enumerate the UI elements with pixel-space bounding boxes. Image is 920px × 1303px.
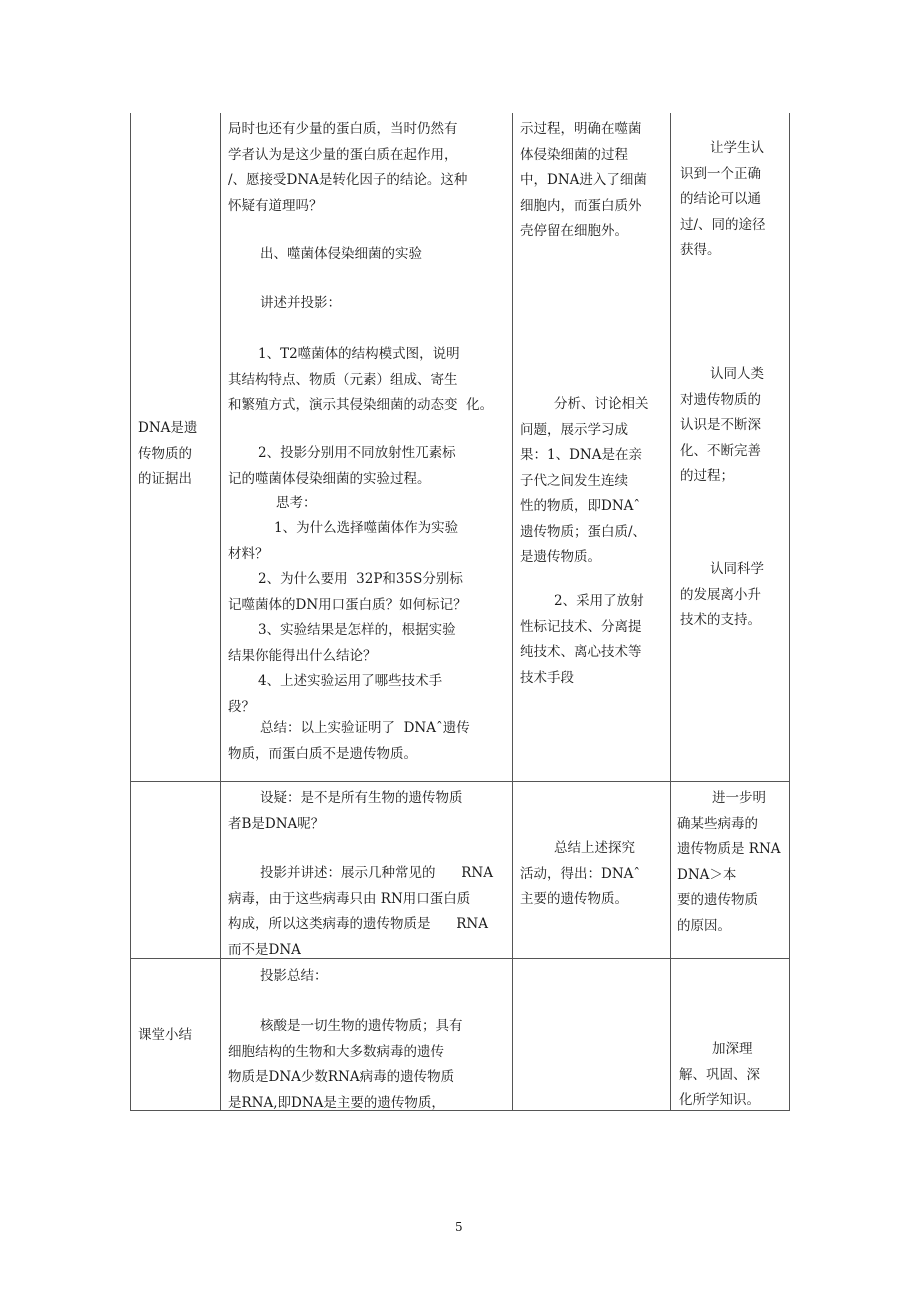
row3-teacher-label: 投影总结： — [260, 968, 328, 984]
row2-student: 总结上述探究 活动，得出：DNAˆ 主要的遗传物质。 — [520, 840, 641, 907]
row2-teacher-lecture: 投影并讲述：展示几种常见的 RNA 病毒，由于这些病毒只由 RN用口蛋白质 构成，所以这类病毒的遗传物质是 RNA 而不是DNA — [228, 865, 493, 958]
row1-intent-block2: 认同人类 对遗传物质的 认识是不断深 化、不断完善 的过程； — [680, 366, 764, 484]
table-divider-2 — [512, 113, 513, 1111]
table-divider-3 — [670, 113, 671, 1111]
row1-intent-block1: 让学生认 识到一个正确 的结论可以通 过/、同的途径 获得。 — [680, 140, 766, 258]
row2-intent: 进一步明 确某些病毒的 遗传物质是 RNA DNA＞本 要的遗传物质 的原因。 — [677, 790, 781, 934]
row1-section-label: DNA是遗 传物质的 的证据出 — [138, 420, 198, 487]
question-1: 1、为什么选择噬菌体作为实验 材料？ — [228, 520, 459, 562]
teacher-item-2: 2、投影分别用不同放射性兀素标 记的噬菌体侵染细菌的实验过程。 — [228, 445, 456, 487]
question-3: 3、实验结果是怎样的，根据实验 结果你能得出什么结论？ — [228, 622, 456, 664]
lecture-intro: 讲述并投影： — [260, 295, 341, 311]
row1-student-block3: 2、采用了放射 性标记技术、分离提 纯技术、离心技术等 技术手段 — [520, 593, 644, 686]
row3-section-label: 课堂小结 — [138, 1027, 192, 1043]
teacher-item-1: 1、T2噬菌体的结构模式图，说明 其结构特点、物质（元素）组成、寄生 和繁殖方式，演示其侵染细菌的动态变 化。 — [228, 346, 494, 413]
row1-student-block2: 分析、讨论相关 问题，展示学习成 果：1、DNA是在亲 子代之间发生连续 性的物质，即DNAˆ 遗传物质；蛋白质/、 是遗传物质。 — [520, 396, 649, 565]
think-label: 思考： — [276, 495, 317, 511]
row2-teacher-question: 设疑：是不是所有生物的遗传物质 者B是DNA呢？ — [228, 790, 463, 832]
phage-experiment-heading: 出、噬菌体侵染细菌的实验 — [260, 246, 422, 262]
row3-intent: 加深理 解、巩固、深 化所学知识。 — [679, 1041, 760, 1108]
page-number: 5 — [455, 1220, 463, 1234]
table-border-right — [789, 113, 790, 1111]
question-4: 4、上述实验运用了哪些技术手 段？ — [228, 673, 443, 715]
row3-teacher-body: 核酸是一切生物的遗传物质；具有 细胞结构的生物和大多数病毒的遗传 物质是DNA少数RNA病毒的遗传物质 是RNA,即DNA是主要的遗传物质， — [228, 1018, 463, 1111]
experiment-summary: 总结：以上实验证明了 DNAˆ遗传 物质，而蛋白质不是遗传物质。 — [228, 720, 470, 762]
row1-intent-block3: 认同科学 的发展离小升 技术的支持。 — [680, 561, 764, 628]
question-2: 2、为什么要用 32P和35S分别标 记噬菌体的DN用口蛋白质？如何标记？ — [228, 571, 467, 613]
table-divider-1 — [220, 113, 221, 1111]
table-border-left — [130, 113, 131, 1111]
row-divider-1 — [130, 781, 790, 782]
row1-teacher-block1: 局时也还有少量的蛋白质，当时仍然有 学者认为是这少量的蛋白质在起作用， /、愿接受DNA是转化因子的结论。这种 怀疑有道理吗？ — [228, 121, 468, 214]
row1-student-block1: 示过程，明确在噬菌 体侵染细菌的过程 中，DNA进入了细菌 细胞内，而蛋白质外 壳停留在细胞外。 — [520, 121, 647, 239]
